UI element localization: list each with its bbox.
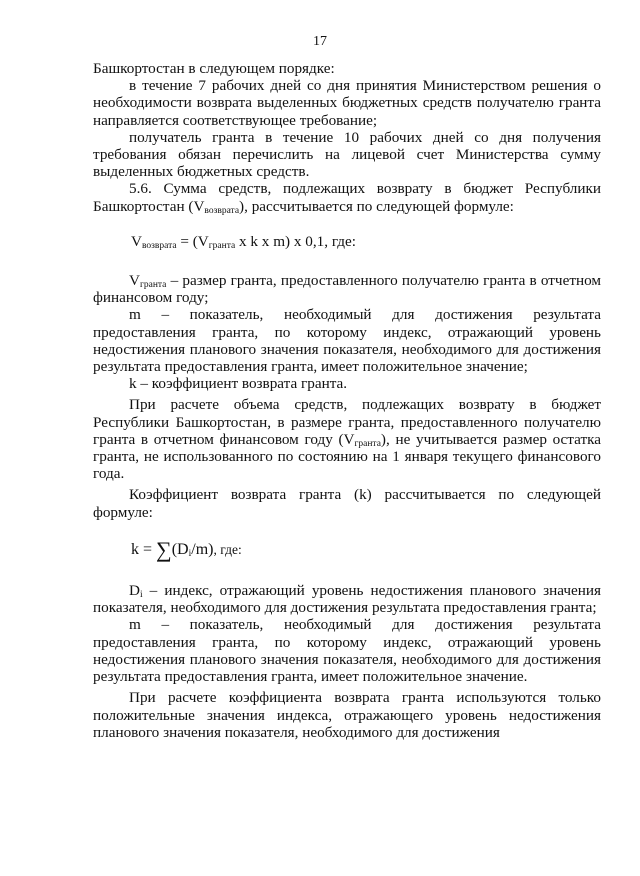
formula-part: (D — [171, 540, 189, 558]
formula-var: D — [129, 582, 140, 600]
paragraph-coefficient: Коэффициент возврата гранта (k) рассчитывается по следующей формуле: — [93, 486, 601, 521]
formula-var: V — [131, 232, 142, 250]
formula-part: x k x m) x 0,1, где: — [235, 232, 356, 250]
definition-m: m – показатель, необходимый для достижения результата предоставления гранта, по которому индекс, отражающий уровень недостижения планового значения показателя, необходимого для достижения результата предоставления гранта, имеет положительное значение; — [93, 306, 601, 376]
formula-part: = (V — [176, 232, 209, 250]
subscript: гранта — [139, 280, 167, 291]
subscript: i — [139, 590, 143, 601]
subscript: возврата — [141, 240, 177, 251]
document-body — [93, 60, 601, 741]
page-number: 17 — [313, 34, 327, 49]
definition-v-grant — [93, 272, 601, 306]
formula-return-amount — [93, 233, 601, 250]
paragraph-positive-values: При расчете коэффициента возврата гранта используются только положительные значения индекса, отражающего уровень недостижения планового значения показателя, необходимого для достижения — [93, 689, 601, 741]
paragraph-calc-volume — [93, 396, 601, 482]
text: – индекс, отражающий уровень недостижения планового значения показателя, необходимого для достижения результата предоставления гранта; — [93, 582, 601, 617]
formula-part: /m) — [191, 540, 214, 558]
formula-part: k = — [131, 540, 157, 558]
subscript: i — [188, 548, 192, 559]
paragraph-term-10-days: получатель гранта в течение 10 рабочих дней со дня получения требования обязан перечислить на лицевой счет Министерства сумму выделенных бюджетных средств. — [93, 128, 601, 181]
paragraph-intro: Башкортостан в следующем порядке: — [93, 60, 335, 77]
definition-d-i — [93, 582, 601, 616]
paragraph-5-6 — [93, 180, 601, 214]
sum-symbol: ∑ — [156, 536, 172, 562]
subscript: гранта — [208, 240, 236, 251]
text: При расчете объема средств, подлежащих возврату в бюджет Республики Башкортостан, в размере гранта, предоставленного получателю гранта в отчетном финансовом году (V — [93, 396, 601, 448]
text: – размер гранта, предоставленного получателю гранта в отчетном финансовом году; — [93, 272, 601, 307]
text: ), рассчитывается по следующей формуле: — [239, 197, 514, 215]
definition-k: k – коэффициент возврата гранта. — [129, 375, 348, 393]
text: 5.6. Сумма средств, подлежащих возврату в бюджет Республики Башкортостан (V — [93, 180, 601, 215]
subscript: гранта — [354, 438, 381, 449]
formula-var: V — [129, 272, 140, 290]
formula-part: , где: — [213, 541, 242, 557]
text: ), не учитывается размер остатка гранта, не использованного по состоянию на 1 января текущего финансового года. — [93, 430, 601, 483]
formula-coefficient — [93, 536, 601, 562]
definition-m-second: m – показатель, необходимый для достижения результата предоставления гранта, по которому индекс, отражающий уровень недостижения планового значения показателя, необходимого для достижения результата предоставления гранта, имеет положительное значение. — [93, 616, 601, 686]
paragraph-term-7-days: в течение 7 рабочих дней со дня принятия Министерством решения о необходимости возврата выделенных бюджетных средств получателю гранта направляется соответствующее требование; — [93, 77, 601, 129]
subscript: возврата — [204, 205, 240, 216]
